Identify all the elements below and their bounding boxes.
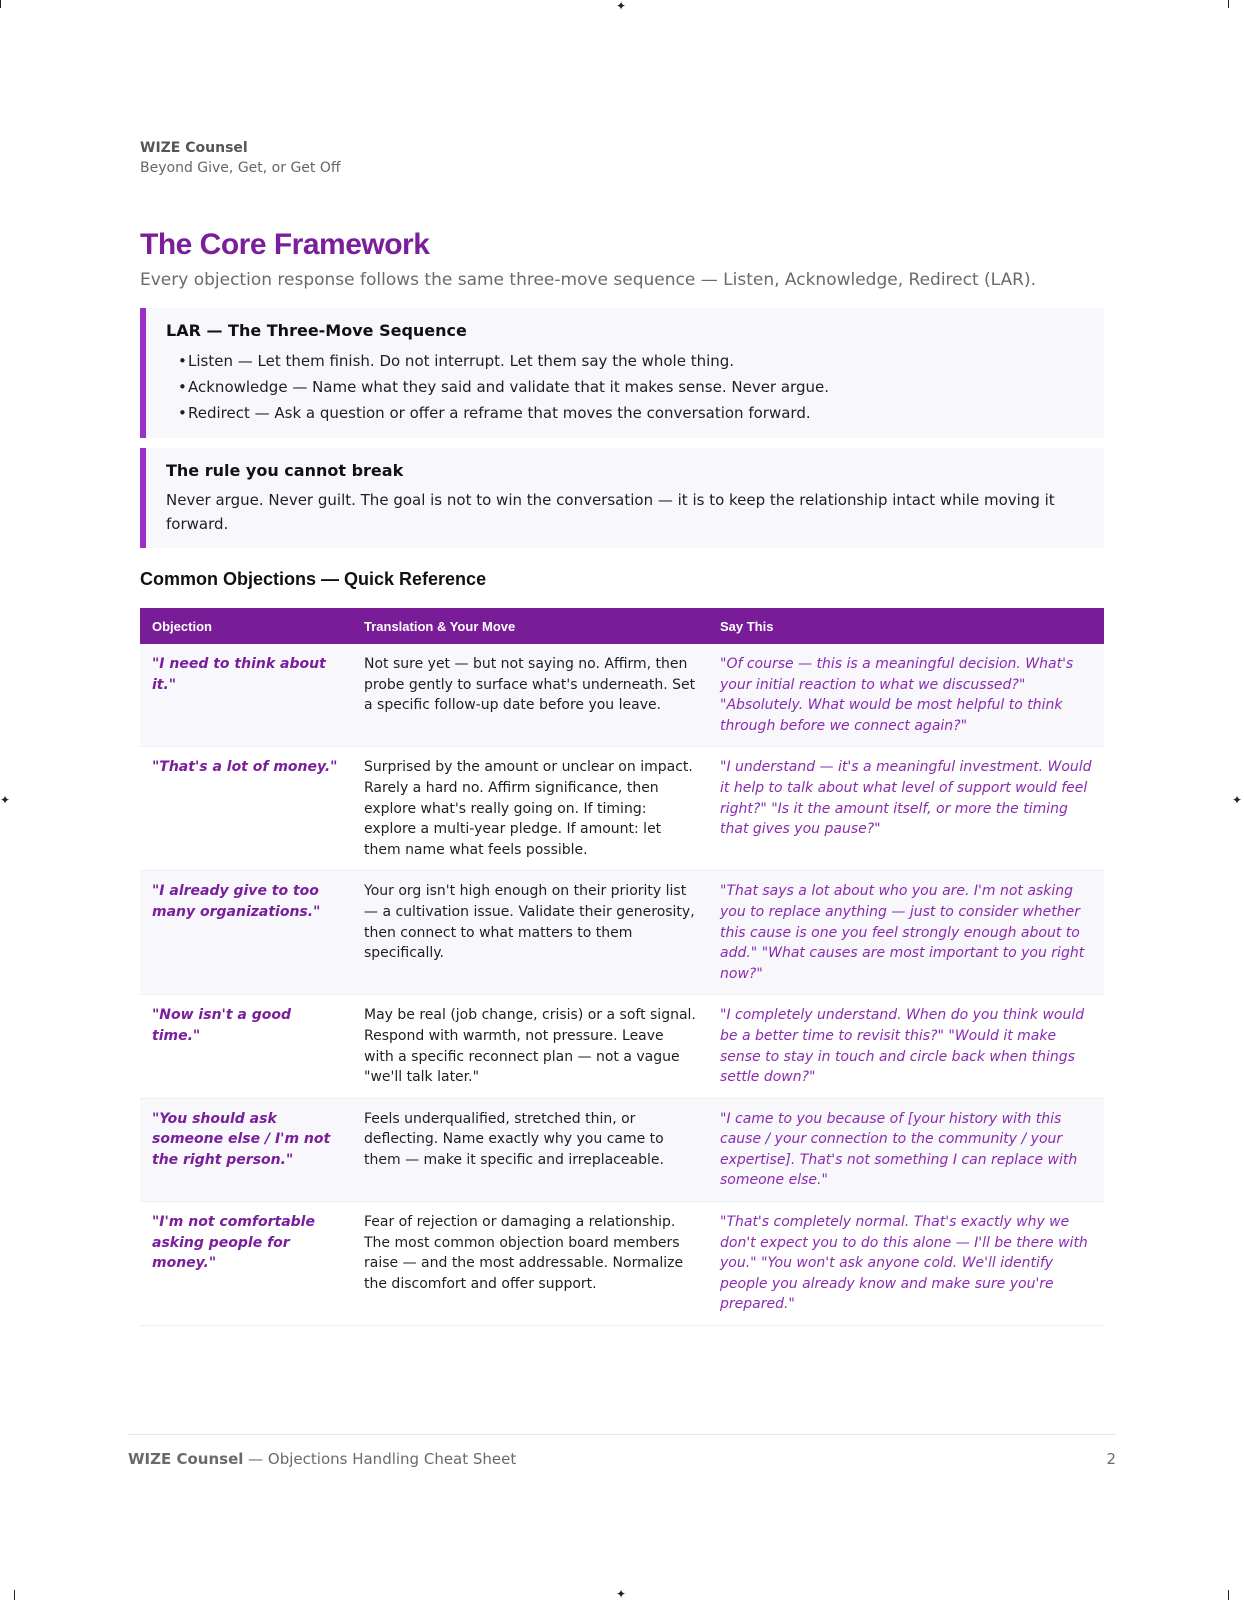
rule-callout-text: Never argue. Never guilt. The goal is not to win the conversation — it is to keep the relationship intact while moving it forward. xyxy=(166,491,1055,533)
objection-cell: "Now isn't a good time." xyxy=(140,995,352,1098)
table-row xyxy=(140,1098,1104,1201)
bullet-icon: • xyxy=(178,352,187,370)
brand-name: WIZE Counsel xyxy=(140,140,248,156)
move-cell: Not sure yet — but not saying no. Affirm, then probe gently to surface what's underneath. Set a specific follow-up date before you leave. xyxy=(352,644,708,747)
table-row xyxy=(140,644,1104,747)
table-row xyxy=(140,871,1104,995)
page-subtitle: Every objection response follows the same three-move sequence — Listen, Acknowledge, Redirect (LAR). xyxy=(140,270,1037,290)
objection-cell: "I'm not comfortable asking people for money." xyxy=(140,1202,352,1326)
lar-list xyxy=(166,348,1084,426)
crop-mark xyxy=(1228,0,1229,8)
table-row xyxy=(140,995,1104,1098)
move-cell: Fear of rejection or damaging a relationship. The most common objection board members raise — and the most addressable. Normalize the discomfort and offer support. xyxy=(352,1202,708,1326)
rule-callout xyxy=(140,448,1104,548)
page-content xyxy=(140,138,1104,1326)
crop-mark xyxy=(0,0,1,8)
table-row xyxy=(140,1202,1104,1326)
say-cell: "That says a lot about who you are. I'm not asking you to replace anything — just to consider whether this cause is one you feel strongly enough about to add." "What causes are most important to you right now?" xyxy=(708,871,1104,995)
bullet-icon: • xyxy=(178,378,187,396)
column-header-move: Translation & Your Move xyxy=(352,608,708,644)
lar-list-item: •Listen — Let them finish. Do not interrupt. Let them say the whole thing. xyxy=(178,348,1084,374)
brand-tagline: Beyond Give, Get, or Get Off xyxy=(140,160,341,176)
registration-mark-icon: ✦ xyxy=(616,1587,627,1601)
registration-mark-icon: ✦ xyxy=(0,793,11,807)
lar-list-item: •Redirect — Ask a question or offer a reframe that moves the conversation forward. xyxy=(178,400,1084,426)
section-title: Common Objections — Quick Reference xyxy=(140,569,487,589)
lar-callout xyxy=(140,308,1104,438)
footer-doc-title: — Objections Handling Cheat Sheet xyxy=(243,1450,517,1468)
registration-mark-icon: ✦ xyxy=(616,0,627,13)
lar-list-item: •Acknowledge — Name what they said and validate that it makes sense. Never argue. xyxy=(178,374,1084,400)
say-cell: "I completely understand. When do you think would be a better time to revisit this?" "Would it make sense to stay in touch and circle back when things settle down?" xyxy=(708,995,1104,1098)
page-number: 2 xyxy=(1106,1450,1116,1468)
objection-cell: "I need to think about it." xyxy=(140,644,352,747)
crop-mark xyxy=(1228,1590,1229,1600)
move-cell: Your org isn't high enough on their priority list — a cultivation issue. Validate their generosity, then connect to what matters to them specifically. xyxy=(352,871,708,995)
table-header-row xyxy=(140,608,1104,644)
column-header-say: Say This xyxy=(708,608,1104,644)
objection-cell: "That's a lot of money." xyxy=(140,747,352,871)
move-cell: Surprised by the amount or unclear on impact. Rarely a hard no. Affirm significance, then explore what's really going on. If timing: explore a multi-year pledge. If amount: let them name what feels possible. xyxy=(352,747,708,871)
document-header xyxy=(140,138,1104,178)
footer-brand: WIZE Counsel xyxy=(128,1450,244,1468)
page-footer xyxy=(128,1448,1116,1470)
footer-divider xyxy=(128,1434,1116,1435)
say-cell: "I understand — it's a meaningful investment. Would it help to talk about what level of support would feel right?" "Is it the amount itself, or more the timing that gives you pause?" xyxy=(708,747,1104,871)
rule-callout-heading: The rule you cannot break xyxy=(166,461,404,480)
say-cell: "That's completely normal. That's exactly why we don't expect you to do this alone — I'll be there with you." "You won't ask anyone cold. We'll identify people you already know and make sure you're prepared." xyxy=(708,1202,1104,1326)
move-cell: May be real (job change, crisis) or a soft signal. Respond with warmth, not pressure. Leave with a specific reconnect plan — not a vague "we'll talk later." xyxy=(352,995,708,1098)
objection-cell: "You should ask someone else / I'm not the right person." xyxy=(140,1098,352,1201)
bullet-icon: • xyxy=(178,404,187,422)
say-cell: "I came to you because of [your history with this cause / your connection to the community / your expertise]. That's not something I can replace with someone else." xyxy=(708,1098,1104,1201)
table-row xyxy=(140,747,1104,871)
say-cell: "Of course — this is a meaningful decision. What's your initial reaction to what we discussed?" "Absolutely. What would be most helpful to think through before we connect again?" xyxy=(708,644,1104,747)
objections-table xyxy=(140,608,1104,1326)
lar-callout-heading: LAR — The Three-Move Sequence xyxy=(166,321,467,340)
move-cell: Feels underqualified, stretched thin, or deflecting. Name exactly why you came to them — make it specific and irreplaceable. xyxy=(352,1098,708,1201)
crop-mark xyxy=(14,1590,15,1600)
column-header-objection: Objection xyxy=(140,608,352,644)
objection-cell: "I already give to too many organizations." xyxy=(140,871,352,995)
registration-mark-icon: ✦ xyxy=(1232,793,1243,807)
page-title: The Core Framework xyxy=(140,228,430,261)
